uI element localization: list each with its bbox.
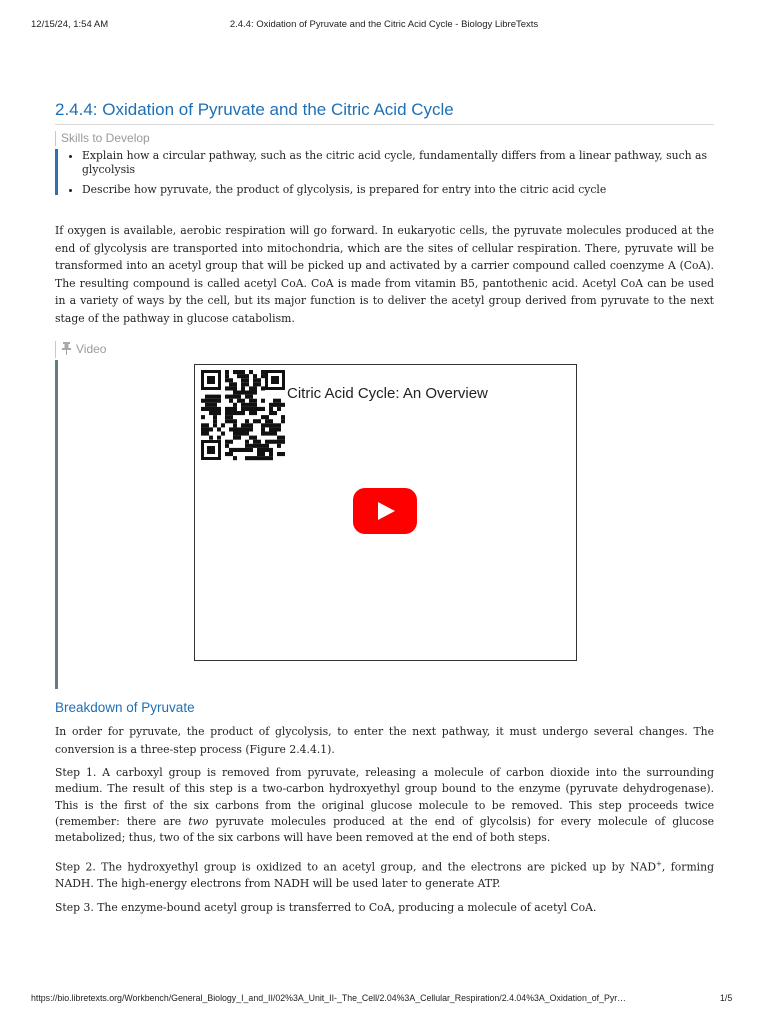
step-3-paragraph: Step 3. The enzyme-bound acetyl group is transferred to CoA, producing a molecule of acetyl CoA. [55,901,597,914]
print-datetime: 12/15/24, 1:54 AM [31,19,109,30]
step-2-text-after: , forming NADH. The high-energy electrons from NADH will be used later to generate ATP. [55,860,714,890]
step-2-paragraph [55,856,714,892]
video-accent-bar [55,360,58,689]
video-label [55,341,106,358]
nad-superscript: + [656,860,662,868]
intro-paragraph: If oxygen is available, aerobic respiration will go forward. In eukaryotic cells, the pyruvate molecules produced at the end of glycolysis are transported into mitochondria, which are the sites of cellular respiration. There, pyruvate will be transformed into an acetyl group that will be picked up and activated by a carrier compound called coenzyme A (CoA). The resulting compound is called acetyl CoA. CoA is made from vitamin B5, pantothenic acid. Acetyl CoA can be used in a variety of ways by the cell, but its major function is to deliver the acetyl group derived from pyruvate to the next stage of the pathway in glucose catabolism. [55,224,714,325]
video-embed[interactable] [194,364,577,661]
play-icon [378,502,395,520]
step-1-paragraph [55,765,714,846]
skills-item: • Describe how pyruvate, the product of glycolysis, is prepared for entry into the citric acid cycle [82,183,715,197]
step-1-emphasis: two [188,814,209,828]
page-url: https://bio.libretexts.org/Workbench/General_Biology_I_and_II/02%3A_Unit_II-_The_Cell/2.04%3A_Cellular_Respiration/2.4.04%3A_Oxidation_of_Pyr… [31,993,626,1003]
page-number: 1/5 [720,993,733,1003]
print-header [0,19,768,33]
section-intro: In order for pyruvate, the product of glycolysis, to enter the next pathway, it must undergo several changes. The conversion is a three-step process (Figure 2.4.4.1). [55,725,714,756]
step-1-text-after: pyruvate molecules produced at the end of glycolsis) for every molecule of glucose metabolized; thus, two of the six carbons will have been removed at the end of both steps. [55,814,714,845]
step-1-text: Step 1. A carboxyl group is removed from pyruvate, releasing a molecule of carbon dioxide into the surrounding medium. The result of this step is a two-carbon hydroxyethyl group bound to the enzyme (pyruvate dehydrogenase). This is the first of the six carbons from the original glucose molecule to be removed. This step proceeds twice (remember: there are [55,766,714,828]
pin-icon [61,342,72,355]
video-label-text: Video [76,342,107,356]
skills-body [55,149,715,197]
skills-item: • Explain how a circular pathway, such as the citric acid cycle, fundamentally differs from a linear pathway, such as glycolysis [82,149,715,177]
video-title: Citric Acid Cycle: An Overview [287,385,488,402]
print-footer [0,993,768,1007]
skills-box [55,131,715,203]
page-title: 2.4.4: Oxidation of Pyruvate and the Citric Acid Cycle [55,100,454,119]
skills-accent-bar [55,149,58,195]
print-page-title: 2.4.4: Oxidation of Pyruvate and the Citric Acid Cycle - Biology LibreTexts [229,19,539,30]
section-heading: Breakdown of Pyruvate [55,700,195,715]
play-button[interactable] [353,488,417,534]
video-box [55,341,715,691]
step-2-text: Step 2. The hydroxyethyl group is oxidized to an acetyl group, and the electrons are picked up by NAD [55,860,656,874]
title-divider [55,124,714,125]
qr-code [199,368,287,462]
skills-label: Skills to Develop [55,131,715,146]
skills-list [65,149,715,197]
